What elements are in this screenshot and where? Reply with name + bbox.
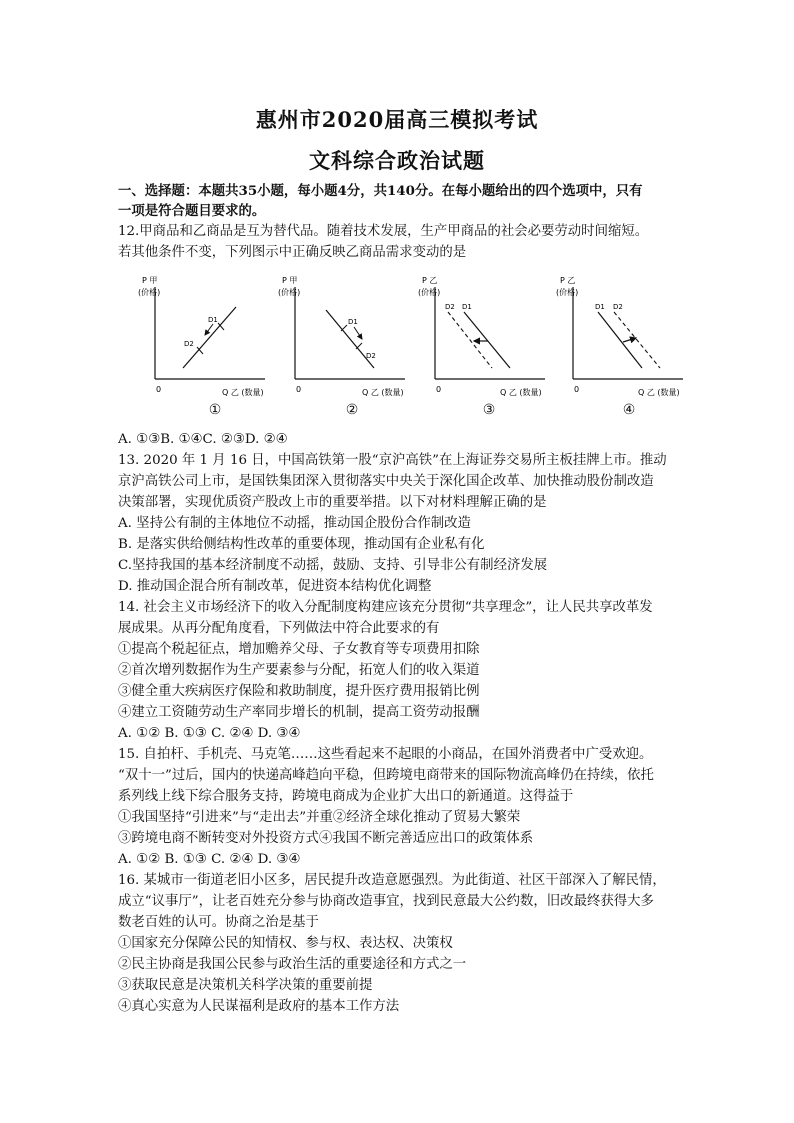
q16-line-1: 16. 某城市一街道老旧小区多，居民提升改造意愿强烈。为此街道、社区干部深入了解民情，: [118, 873, 666, 888]
graph4-origin: 0: [574, 385, 580, 394]
demand-graph-2: [268, 272, 408, 402]
q15-line-2: “双十一”过后，国内的快递高峰趋向平稳，但跨境电商带来的国际物流高峰仍在持续，依托: [118, 768, 654, 783]
q12-stem-line-2: 若其他条件不变，下列图示中正确反映乙商品需求变动的是: [118, 245, 467, 260]
graph3-caption: ③: [482, 402, 496, 418]
graph3-x-label: Q 乙 (数量): [500, 388, 542, 397]
q14-options: A. ①② B. ①③ C. ②④ D. ③④: [118, 726, 301, 741]
graph4-d1-label: D1: [595, 303, 605, 311]
q13-line-1: 13. 2020 年 1 月 16 日，中国高铁第一股“京沪高铁”在上海证券交易所主板挂牌上市。推动: [118, 453, 667, 468]
q15-items-3-4: ③跨境电商不断转变对外投资方式④我国不断完善适应出口的政策体系: [118, 831, 534, 846]
q13-option-d: D. 推动国企混合所有制改革，促进资本结构优化调整: [118, 579, 432, 594]
demand-graph-4: [546, 272, 686, 402]
graph1-d2-label: D2: [184, 340, 194, 348]
q12-options: A. ①③B. ①④C. ②③D. ②④: [118, 432, 288, 447]
q14-item-4: ④建立工资随劳动生产率同步增长的机制，提高工资劳动报酬: [118, 705, 480, 720]
q14-line-1: 14. 社会主义市场经济下的收入分配制度构建应该充分贯彻“共享理念”，让人民共享改革发: [118, 600, 653, 615]
q16-item-4: ④真心实意为人民谋福利是政府的基本工作方法: [118, 999, 400, 1014]
q14-item-2: ②首次增列数据作为生产要素参与分配，拓宽人们的收入渠道: [118, 663, 480, 678]
exam-subtitle: 文科综合政治试题: [309, 148, 485, 173]
graph3-d2-label: D2: [445, 303, 455, 311]
graph1-d1-label: D1: [208, 316, 218, 324]
graph1-x-label: Q 乙 (数量): [222, 388, 264, 397]
q14-item-1: ①提高个税起征点，增加赡养父母、子女教育等专项费用扣除: [118, 642, 480, 657]
graph2-d1-label: D1: [348, 318, 358, 326]
graph2-y-unit: (价格): [278, 288, 301, 297]
graph4-y-label: P 乙: [560, 276, 576, 285]
q16-item-3: ③获取民意是决策机关科学决策的重要前提: [118, 978, 373, 993]
demand-graph-1: [128, 272, 268, 402]
graph3-y-label: P 乙: [422, 276, 438, 285]
graph1-y-unit: (价格): [138, 288, 161, 297]
graph1-caption: ①: [208, 402, 222, 418]
q13-line-2: 京沪高铁公司上市，是国铁集团深入贯彻落实中央关于深化国企改革、加快推动股份制改造: [118, 474, 654, 489]
q16-item-1: ①国家充分保障公民的知情权、参与权、表达权、决策权: [118, 936, 453, 951]
q15-items-1-2: ①我国坚持“引进来”与“走出去”并重②经济全球化推动了贸易大繁荣: [118, 810, 521, 825]
graph2-caption: ②: [345, 402, 359, 418]
q13-option-b: B. 是落实供给侧结构性改革的重要体现，推动国有企业私有化: [118, 537, 485, 552]
graph1-y-label: P 甲: [142, 276, 158, 285]
q16-item-2: ②民主协商是我国公民参与政治生活的重要途径和方式之一: [118, 957, 467, 972]
q13-option-a: A. 坚持公有制的主体地位不动摇，推动国企股份合作制改造: [118, 516, 471, 531]
q14-line-2: 展成果。从再分配角度看，下列做法中符合此要求的有: [118, 621, 440, 636]
q16-line-3: 数老百姓的认可。协商之治是基于: [118, 915, 319, 930]
exam-title: 惠州市2020届高三模拟考试: [255, 107, 539, 132]
q14-item-3: ③健全重大疾病医疗保险和救助制度，提升医疗费用报销比例: [118, 684, 480, 699]
q15-line-3: 系列线上线下综合服务支持，跨境电商成为企业扩大出口的新通道。这得益于: [118, 789, 574, 804]
graph4-caption: ④: [622, 402, 636, 418]
graph4-d2-label: D2: [613, 303, 623, 311]
q12-stem-line-1: 12.甲商品和乙商品是互为替代品。随着技术发展，生产甲商品的社会必要劳动时间缩短。: [118, 224, 649, 239]
graph2-d2-label: D2: [366, 352, 376, 360]
q16-line-2: 成立“议事厅”，让老百姓充分参与协商改造事宜，找到民意最大公约数，旧改最终获得大多: [118, 894, 654, 909]
graph4-x-label: Q 乙 (数量): [638, 388, 680, 397]
section-intro-line-1: 一、选择题：本题共35小题，每小题4分，共140分。在每小题给出的四个选项中，只有: [118, 183, 643, 199]
q15-line-1: 15. 自拍杆、手机壳、马克笔……这些看起来不起眼的小商品，在国外消费者中广受欢迎。: [118, 747, 653, 762]
graph2-x-label: Q 乙 (数量): [362, 388, 404, 397]
graph2-y-label: P 甲: [282, 276, 298, 285]
q13-line-3: 决策部署，实现优质资产股改上市的重要举措。以下对材料理解正确的是: [118, 495, 547, 510]
demand-graph-3: [408, 272, 548, 402]
graph1-origin: 0: [156, 385, 162, 394]
graph3-origin: 0: [436, 385, 442, 394]
q15-options: A. ①② B. ①③ C. ②④ D. ③④: [118, 852, 301, 867]
graph4-y-unit: (价格): [556, 288, 579, 297]
graph3-d1-label: D1: [462, 303, 472, 311]
graph2-origin: 0: [296, 385, 302, 394]
graph3-y-unit: (价格): [418, 288, 441, 297]
section-intro-line-2: 一项是符合题目要求的。: [118, 203, 266, 219]
q13-option-c: C.坚持我国的基本经济制度不动摇，鼓励、支持、引导非公有制经济发展: [118, 558, 548, 573]
